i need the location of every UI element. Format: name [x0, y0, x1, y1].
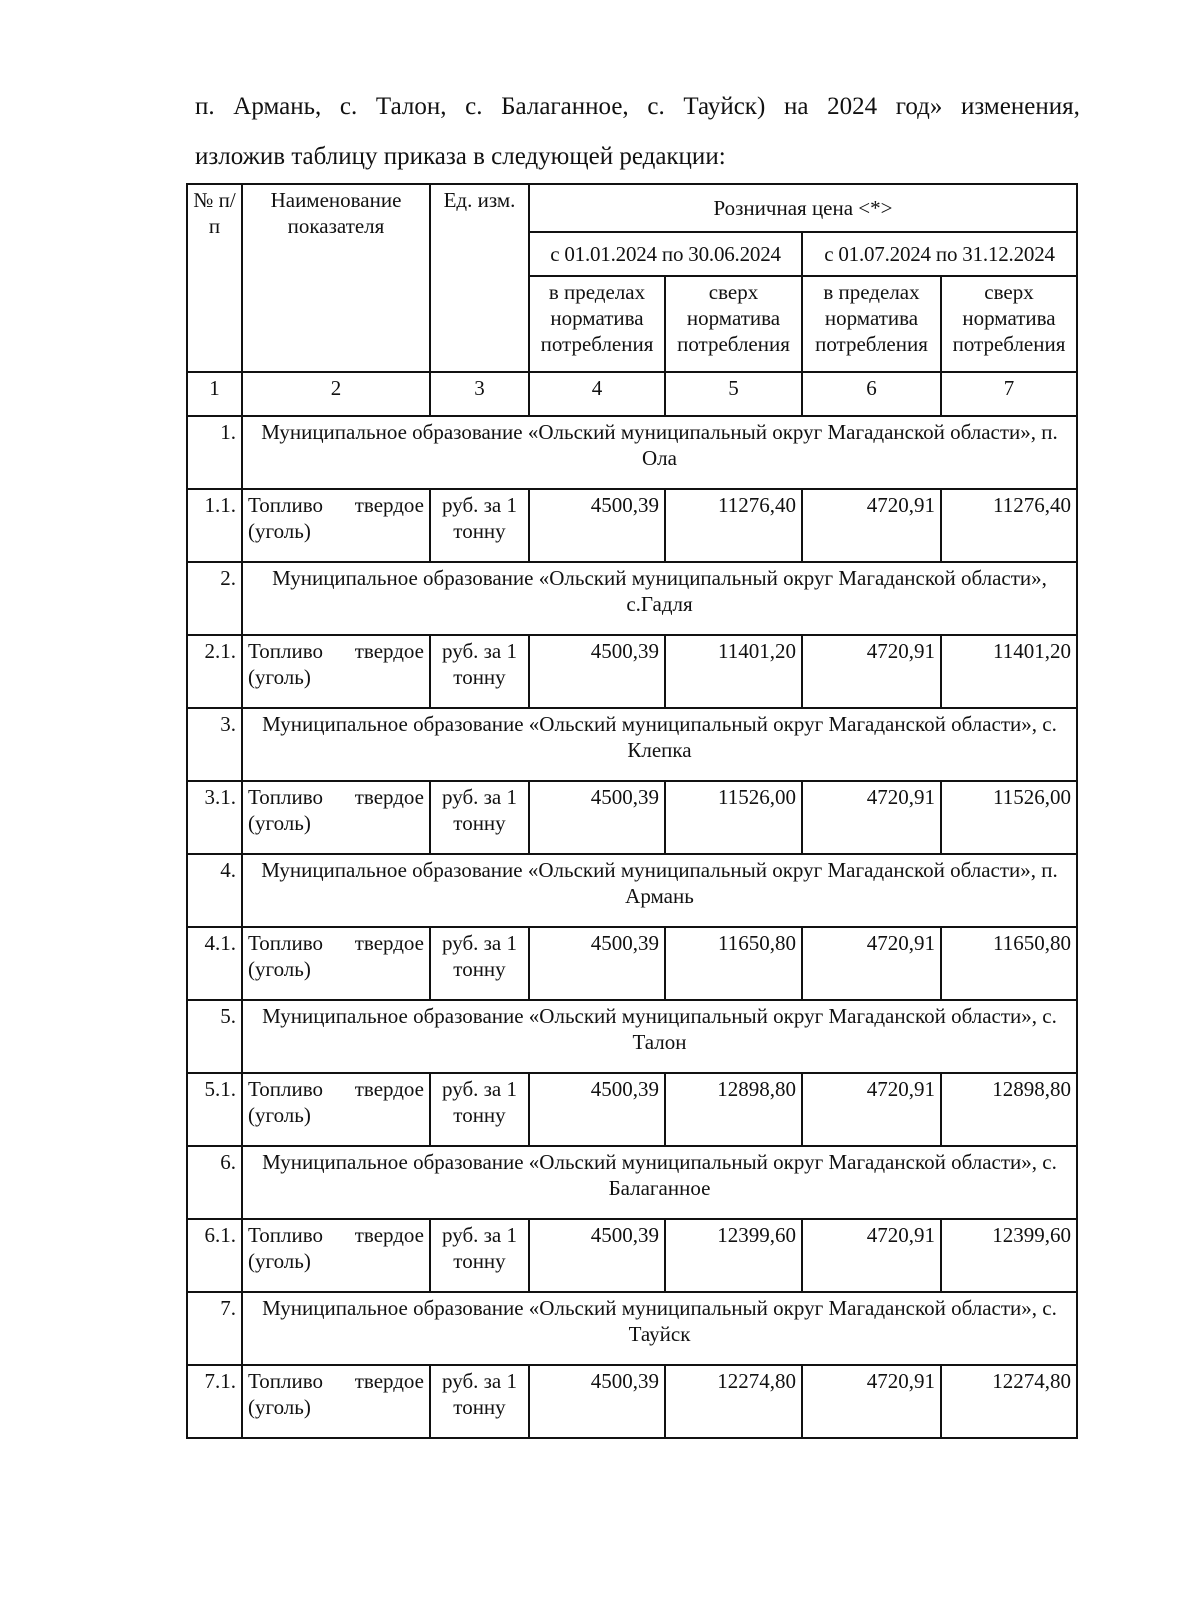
item-name-word: Топливо — [248, 785, 323, 809]
group-number: 7. — [187, 1292, 242, 1365]
item-name-line-1 — [248, 1368, 424, 1394]
item-name-word: Топливо — [248, 639, 323, 663]
municipality-row — [187, 708, 1077, 781]
price-within-h2: 4720,91 — [802, 1219, 941, 1292]
item-number: 2.1. — [187, 635, 242, 708]
intro-word: 2024 — [827, 93, 878, 120]
municipality-row — [187, 562, 1077, 635]
header-within-norm: в пределах норматива потребления — [529, 276, 665, 372]
item-number: 4.1. — [187, 927, 242, 1000]
item-name-line-1 — [248, 638, 424, 664]
price-within-h2: 4720,91 — [802, 635, 941, 708]
group-number: 3. — [187, 708, 242, 781]
item-number: 5.1. — [187, 1073, 242, 1146]
table-row — [187, 1073, 1077, 1146]
price-above-h2: 11401,20 — [941, 635, 1077, 708]
intro-word: на — [783, 93, 809, 120]
item-name-line-2: (уголь) — [248, 811, 311, 835]
item-number: 7.1. — [187, 1365, 242, 1438]
price-within-h1: 4500,39 — [529, 635, 665, 708]
municipality-row — [187, 1000, 1077, 1073]
price-above-h1: 11526,00 — [665, 781, 802, 854]
price-within-h2: 4720,91 — [802, 927, 941, 1000]
item-name-line-2: (уголь) — [248, 957, 311, 981]
item-name-line-2: (уголь) — [248, 665, 311, 689]
item-name-word: твердое — [354, 785, 424, 809]
group-number: 2. — [187, 562, 242, 635]
table-row — [187, 781, 1077, 854]
item-unit: руб. за 1 тонну — [430, 1073, 529, 1146]
price-within-h2: 4720,91 — [802, 1365, 941, 1438]
price-above-h1: 11401,20 — [665, 635, 802, 708]
item-name — [242, 1365, 430, 1438]
item-number: 1.1. — [187, 489, 242, 562]
item-name-word: твердое — [354, 1223, 424, 1247]
intro-word: с. — [465, 93, 483, 120]
item-name — [242, 1219, 430, 1292]
column-number: 4 — [529, 372, 665, 416]
item-name-line-1 — [248, 930, 424, 956]
intro-word: Тауйск) — [683, 93, 766, 120]
price-within-h1: 4500,39 — [529, 1219, 665, 1292]
item-name-line-2: (уголь) — [248, 1395, 311, 1419]
intro-line-2: изложив таблицу приказа в следующей редакции: — [195, 143, 726, 170]
item-name-line-2: (уголь) — [248, 1103, 311, 1127]
item-name-line-2: (уголь) — [248, 1249, 311, 1273]
group-number: 1. — [187, 416, 242, 489]
header-unit: Ед. изм. — [430, 184, 529, 372]
table-row — [187, 489, 1077, 562]
price-above-h2: 11276,40 — [941, 489, 1077, 562]
municipality-row — [187, 416, 1077, 489]
price-within-h1: 4500,39 — [529, 1365, 665, 1438]
intro-word: Армань, — [233, 93, 322, 120]
intro-paragraph — [195, 82, 1080, 182]
item-name-word: твердое — [354, 493, 424, 517]
municipality-row — [187, 1292, 1077, 1365]
item-unit: руб. за 1 тонну — [430, 489, 529, 562]
table-row — [187, 1219, 1077, 1292]
table-header — [187, 184, 1077, 416]
municipality-title: Муниципальное образование «Ольский муниципальный округ Магаданской области», с.Гадля — [242, 562, 1077, 635]
item-name — [242, 927, 430, 1000]
municipality-title: Муниципальное образование «Ольский муниципальный округ Магаданской области», с. Балаганное — [242, 1146, 1077, 1219]
price-within-h1: 4500,39 — [529, 927, 665, 1000]
item-name-word: твердое — [354, 1077, 424, 1101]
item-name-line-1 — [248, 492, 424, 518]
price-above-h1: 11650,80 — [665, 927, 802, 1000]
table-row — [187, 635, 1077, 708]
item-name — [242, 1073, 430, 1146]
header-number: № п/п — [187, 184, 242, 372]
item-name-word: Топливо — [248, 1369, 323, 1393]
column-number: 6 — [802, 372, 941, 416]
intro-word: с. — [339, 93, 358, 120]
column-number-row — [187, 372, 1077, 416]
price-above-h2: 11526,00 — [941, 781, 1077, 854]
table-row — [187, 1365, 1077, 1438]
header-row — [187, 184, 1077, 232]
column-number: 7 — [941, 372, 1077, 416]
item-name-word: твердое — [354, 1369, 424, 1393]
price-table — [186, 183, 1078, 1439]
item-name-word: твердое — [354, 639, 424, 663]
group-number: 4. — [187, 854, 242, 927]
item-unit: руб. за 1 тонну — [430, 1365, 529, 1438]
intro-word: Талон, — [375, 93, 447, 120]
price-within-h1: 4500,39 — [529, 781, 665, 854]
price-above-h2: 12274,80 — [941, 1365, 1077, 1438]
intro-word: Балаганное, — [501, 93, 629, 120]
price-above-h2: 12399,60 — [941, 1219, 1077, 1292]
item-name-line-1 — [248, 784, 424, 810]
header-above-norm: сверх норматива потребления — [941, 276, 1077, 372]
municipality-row — [187, 854, 1077, 927]
municipality-title: Муниципальное образование «Ольский муниципальный округ Магаданской области», с. Талон — [242, 1000, 1077, 1073]
header-retail-price: Розничная цена <*> — [529, 184, 1077, 232]
item-name-word: Топливо — [248, 931, 323, 955]
price-within-h1: 4500,39 — [529, 489, 665, 562]
item-name-word: Топливо — [248, 1077, 323, 1101]
column-number: 1 — [187, 372, 242, 416]
item-name — [242, 781, 430, 854]
header-above-norm: сверх норматива потребления — [665, 276, 802, 372]
group-number: 5. — [187, 1000, 242, 1073]
group-number: 6. — [187, 1146, 242, 1219]
item-name — [242, 635, 430, 708]
item-name — [242, 489, 430, 562]
price-above-h2: 12898,80 — [941, 1073, 1077, 1146]
price-above-h1: 12274,80 — [665, 1365, 802, 1438]
municipality-title: Муниципальное образование «Ольский муниципальный округ Магаданской области», п. Армань — [242, 854, 1077, 927]
item-name-word: Топливо — [248, 1223, 323, 1247]
item-unit: руб. за 1 тонну — [430, 1219, 529, 1292]
intro-word: год» — [895, 93, 943, 120]
header-name: Наименование показателя — [242, 184, 430, 372]
item-unit: руб. за 1 тонну — [430, 927, 529, 1000]
item-name-word: твердое — [354, 931, 424, 955]
intro-word: с. — [647, 93, 665, 120]
table-row — [187, 927, 1077, 1000]
item-number: 3.1. — [187, 781, 242, 854]
price-above-h1: 11276,40 — [665, 489, 802, 562]
header-period-1: с 01.01.2024 по 30.06.2024 — [529, 232, 802, 276]
municipality-title: Муниципальное образование «Ольский муниципальный округ Магаданской области», п. Ола — [242, 416, 1077, 489]
item-number: 6.1. — [187, 1219, 242, 1292]
price-above-h1: 12399,60 — [665, 1219, 802, 1292]
price-above-h2: 11650,80 — [941, 927, 1077, 1000]
price-above-h1: 12898,80 — [665, 1073, 802, 1146]
header-period-2: с 01.07.2024 по 31.12.2024 — [802, 232, 1077, 276]
municipality-row — [187, 1146, 1077, 1219]
intro-line-1 — [195, 82, 1080, 132]
column-number: 5 — [665, 372, 802, 416]
item-name-line-2: (уголь) — [248, 519, 311, 543]
column-number: 3 — [430, 372, 529, 416]
item-name-line-1 — [248, 1222, 424, 1248]
item-name-word: Топливо — [248, 493, 323, 517]
item-name-line-1 — [248, 1076, 424, 1102]
column-number: 2 — [242, 372, 430, 416]
price-within-h2: 4720,91 — [802, 489, 941, 562]
municipality-title: Муниципальное образование «Ольский муниципальный округ Магаданской области», с. Клепка — [242, 708, 1077, 781]
price-within-h1: 4500,39 — [529, 1073, 665, 1146]
intro-word: п. — [195, 93, 215, 120]
price-within-h2: 4720,91 — [802, 1073, 941, 1146]
table-body — [187, 416, 1077, 1438]
header-within-norm: в пределах норматива потребления — [802, 276, 941, 372]
item-unit: руб. за 1 тонну — [430, 781, 529, 854]
item-unit: руб. за 1 тонну — [430, 635, 529, 708]
price-within-h2: 4720,91 — [802, 781, 941, 854]
intro-word: изменения, — [961, 93, 1080, 120]
municipality-title: Муниципальное образование «Ольский муниципальный округ Магаданской области», с. Тауйск — [242, 1292, 1077, 1365]
